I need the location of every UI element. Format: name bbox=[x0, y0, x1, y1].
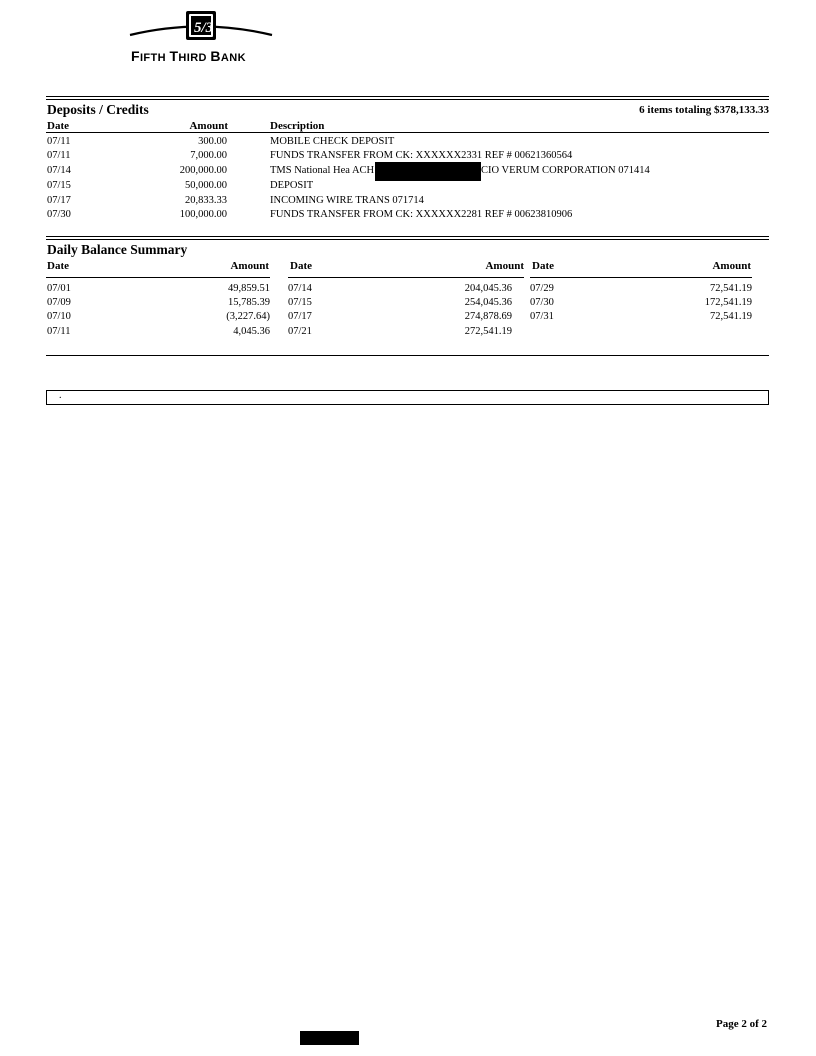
balance-amount: 49,859.51 bbox=[228, 283, 270, 294]
deposit-description: FUNDS TRANSFER FROM CK: XXXXXX2331 REF # 00621360564 bbox=[270, 150, 573, 161]
section-divider bbox=[46, 236, 769, 240]
balance-date: 07/01 bbox=[47, 283, 71, 294]
note-box bbox=[46, 390, 769, 405]
note-text: . bbox=[59, 390, 62, 401]
deposits-description-header: Description bbox=[270, 120, 325, 132]
balance-date: 07/09 bbox=[47, 297, 71, 308]
deposit-date: 07/17 bbox=[47, 195, 71, 206]
balance-date: 07/17 bbox=[288, 311, 312, 322]
deposit-date: 07/11 bbox=[47, 150, 71, 161]
deposit-date: 07/15 bbox=[47, 180, 71, 191]
deposit-amount: 7,000.00 bbox=[190, 150, 227, 161]
daily-balance-title: Daily Balance Summary bbox=[47, 242, 188, 257]
deposits-summary: 6 items totaling $378,133.33 bbox=[639, 104, 769, 116]
deposit-amount: 100,000.00 bbox=[179, 209, 227, 220]
column-rule bbox=[288, 277, 524, 278]
deposit-description: INCOMING WIRE TRANS 071714 bbox=[270, 195, 424, 206]
deposit-date: 07/30 bbox=[47, 209, 71, 220]
balance-amount: 15,785.39 bbox=[228, 297, 270, 308]
deposit-description: TMS National Hea ACH bbox=[270, 165, 375, 176]
balance-date-header: Date bbox=[290, 260, 312, 272]
redaction-block bbox=[375, 162, 481, 181]
balance-amount: 72,541.19 bbox=[710, 311, 752, 322]
balance-date: 07/10 bbox=[47, 311, 71, 322]
deposit-amount: 300.00 bbox=[198, 136, 227, 147]
balance-date: 07/29 bbox=[530, 283, 554, 294]
balance-date: 07/31 bbox=[530, 311, 554, 322]
deposits-date-header: Date bbox=[47, 120, 69, 132]
deposit-amount: 50,000.00 bbox=[185, 180, 227, 191]
balance-amount-header: Amount bbox=[485, 260, 524, 272]
bank-logo bbox=[128, 10, 274, 64]
balance-amount-header: Amount bbox=[230, 260, 269, 272]
deposit-amount: 200,000.00 bbox=[179, 165, 227, 176]
deposit-date: 07/11 bbox=[47, 136, 71, 147]
section-divider bbox=[46, 96, 769, 100]
redaction-block bbox=[300, 1031, 359, 1045]
balance-amount: 172,541.19 bbox=[704, 297, 752, 308]
deposit-description: DEPOSIT bbox=[270, 180, 314, 191]
balance-amount: 72,541.19 bbox=[710, 283, 752, 294]
balance-amount: 272,541.19 bbox=[464, 326, 512, 337]
balance-amount: (3,227.64) bbox=[226, 311, 270, 322]
balance-amount-header: Amount bbox=[712, 260, 751, 272]
balance-date: 07/21 bbox=[288, 326, 312, 337]
balance-amount: 274,878.69 bbox=[464, 311, 512, 322]
balance-amount: 4,045.36 bbox=[233, 326, 270, 337]
deposit-date: 07/14 bbox=[47, 165, 71, 176]
deposit-amount: 20,833.33 bbox=[185, 195, 227, 206]
balance-date: 07/30 bbox=[530, 297, 554, 308]
balance-date-header: Date bbox=[47, 260, 69, 272]
deposits-amount-header: Amount bbox=[189, 120, 228, 132]
deposits-title: Deposits / Credits bbox=[47, 102, 149, 117]
column-rule bbox=[530, 277, 752, 278]
header-rule bbox=[46, 132, 769, 133]
balance-amount: 204,045.36 bbox=[464, 283, 512, 294]
deposit-description: MOBILE CHECK DEPOSIT bbox=[270, 136, 395, 147]
balance-date: 07/14 bbox=[288, 283, 312, 294]
column-rule bbox=[46, 277, 270, 278]
balance-date: 07/11 bbox=[47, 326, 71, 337]
page-number: Page 2 of 2 bbox=[715, 1018, 767, 1030]
bank-name: FIFTH THIRD BANK bbox=[131, 48, 246, 64]
svg-text:5/3: 5/3 bbox=[194, 20, 214, 36]
balance-amount: 254,045.36 bbox=[464, 297, 512, 308]
balance-date-header: Date bbox=[532, 260, 554, 272]
fifth-third-logo-icon bbox=[128, 10, 274, 46]
deposit-description-tail: CIO VERUM CORPORATION 071414 bbox=[481, 165, 650, 176]
balance-date: 07/15 bbox=[288, 297, 312, 308]
deposit-description: FUNDS TRANSFER FROM CK: XXXXXX2281 REF # 00623810906 bbox=[270, 209, 573, 220]
section-end-rule bbox=[46, 355, 769, 356]
